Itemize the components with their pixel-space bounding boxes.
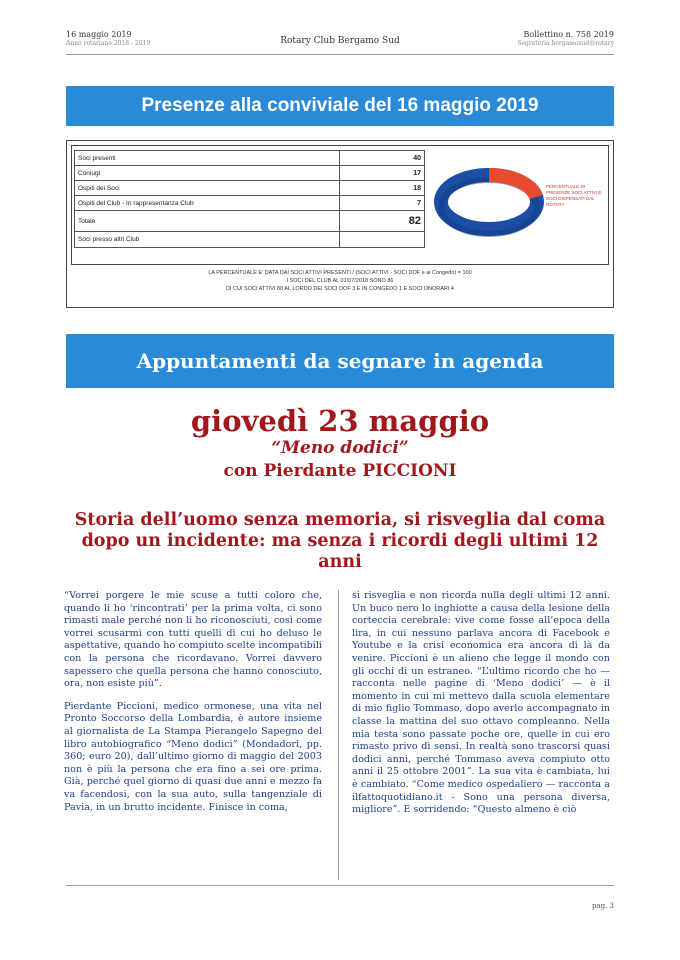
note-line: I SOCI DEL CLUB AL 01/07/2018 SONO 86: [286, 278, 394, 284]
article-paragraph: “Vorrei porgere le mie scuse a tutti coloro che, quando li ho ‘rincontrati’ per la prima volta, ci sono rimasti male perché non li ho riconosciuti, così come vorrei scusarmi con tutti quelli di cui ho deluso le aspettative, quando ho compiuto scelte incompatibili con la persona che ricordavano. Vorrei davvero sapessero che quella persona che hanno conosciuto, ora, non esiste più”.: [64, 590, 322, 690]
row-label: Totale: [75, 211, 340, 232]
row-value: 40: [340, 151, 425, 166]
table-row: [75, 151, 425, 166]
table-row: [75, 196, 425, 211]
row-value: 7: [340, 196, 425, 211]
event-headline: Storia dell’uomo senza memoria, si risveglia dal coma dopo un incidente: ma senza i ricordi degli ultimi 12 anni: [74, 510, 606, 572]
attendance-notes: [67, 269, 613, 293]
footer-divider: [66, 885, 614, 886]
attendance-inner-box: [71, 145, 609, 265]
agenda-title: Appuntamenti da segnare in agenda: [66, 334, 614, 388]
note-line: LA PERCENTUALE E' DATA DAI SOCI ATTIVI PRESENTI / (SOCI ATTIVI - SOCI DOF e ai Congedo) = 100: [208, 270, 472, 276]
row-label: Soci presso altri Club: [75, 232, 340, 248]
event-title: “Meno dodici”: [271, 438, 409, 458]
event-speaker: con Pierdante PICCIONI: [223, 461, 457, 481]
table-row: [75, 166, 425, 181]
article-column-left: [64, 590, 322, 880]
attendance-table: [74, 150, 425, 248]
table-row-total: [75, 211, 425, 232]
note-line: DI CUI SOCI ATTIVI 80 AL LORDO DEI SOCI DOF 3 E IN CONGEDO 1 E SOCI ONORARI 4: [226, 286, 454, 292]
event-date: giovedì 23 maggio: [190, 404, 490, 438]
row-value: [340, 232, 425, 248]
article-paragraph: si risveglia e non ricorda nulla degli ultimi 12 anni. Un buco nero lo inghiotte a causa della lesione della corteccia cerebrale: vive come fosse all’epoca della lira, in cui nessuno parlava ancora di Facebook e Youtube e la crisi economica era ancora di là da venire. Piccioni è un alieno che legge il mondo con gli occhi di un estraneo. “L’ultimo ricordo che ho — racconta nelle pagine di ‘Meno dodici’ — è il momento in cui mi mettevo dalla scuola elementare di mio figlio Tommaso, dopo averlo accompagnato in classe la mattina del suo ottavo compleanno. Nella mia testa sono passate poche ore, quelle in cui ero rimasto privo di sensi. In realtà sono trascorsi quasi dodici anni, perché Tommaso aveva compiuto otto anni il 25 ottobre 2001”. La sua vita è cambiata, lui è cambiato. “Come medico ospedaliero — racconta a ilfattoquotidiano.it - Sono una persona diversa, migliore”. E sorridendo: “Questo almeno è ciò: [352, 590, 610, 816]
header-date: 16 maggio 2019: [66, 30, 132, 39]
attendance-box: [66, 140, 614, 308]
header-club-name: Rotary Club Bergamo Sud: [280, 36, 400, 46]
page-number: pag. 3: [591, 902, 614, 910]
header-year: Anno rotariano 2018 - 2019: [66, 40, 151, 47]
article-paragraph: Pierdante Piccioni, medico ormonese, una vita nel Pronto Soccorso della Lombardia, è autore insieme al giornalista de La Stampa Pierangelo Sapegno del libro autobiografico “Meno dodici” (Mondadori, pp. 360; euro 20), dall’ultimo giorno di maggio del 2003 non è più la persona che era fino a sei ore prima. Già, perché quel giorno di quasi due anni e mezzo fa va facendosi, con la sua auto, sulla tangenziale di Pavia, in un brutto incidente. Finisce in coma,: [64, 700, 322, 813]
attendance-donut-chart: [434, 164, 544, 250]
chart-legend: PERCENTUALE DI PRESENZE SOCI ATTIVI E SOCI DISPENSATI DAL ROTARY: [546, 184, 602, 207]
header-right: [517, 30, 614, 48]
row-value: 18: [340, 181, 425, 196]
header-bulletin: Bollettino n. 758 2019: [523, 30, 614, 39]
column-divider: [338, 590, 339, 880]
row-label: Soci presenti: [75, 151, 340, 166]
row-label: Ospiti del Club - In rappresentanza Club: [75, 196, 340, 211]
article-column-right: [352, 590, 610, 880]
row-label: Coniugi: [75, 166, 340, 181]
page-header: [66, 30, 614, 52]
row-label: Ospiti dei Soci: [75, 181, 340, 196]
header-divider: [66, 54, 614, 55]
row-value: 82: [340, 211, 425, 232]
attendance-title: Presenze alla conviviale del 16 maggio 2019: [66, 86, 614, 126]
row-value: 17: [340, 166, 425, 181]
table-row: [75, 181, 425, 196]
table-row: [75, 232, 425, 248]
header-contact: Segreteria bergamosud@rotary: [517, 40, 614, 47]
